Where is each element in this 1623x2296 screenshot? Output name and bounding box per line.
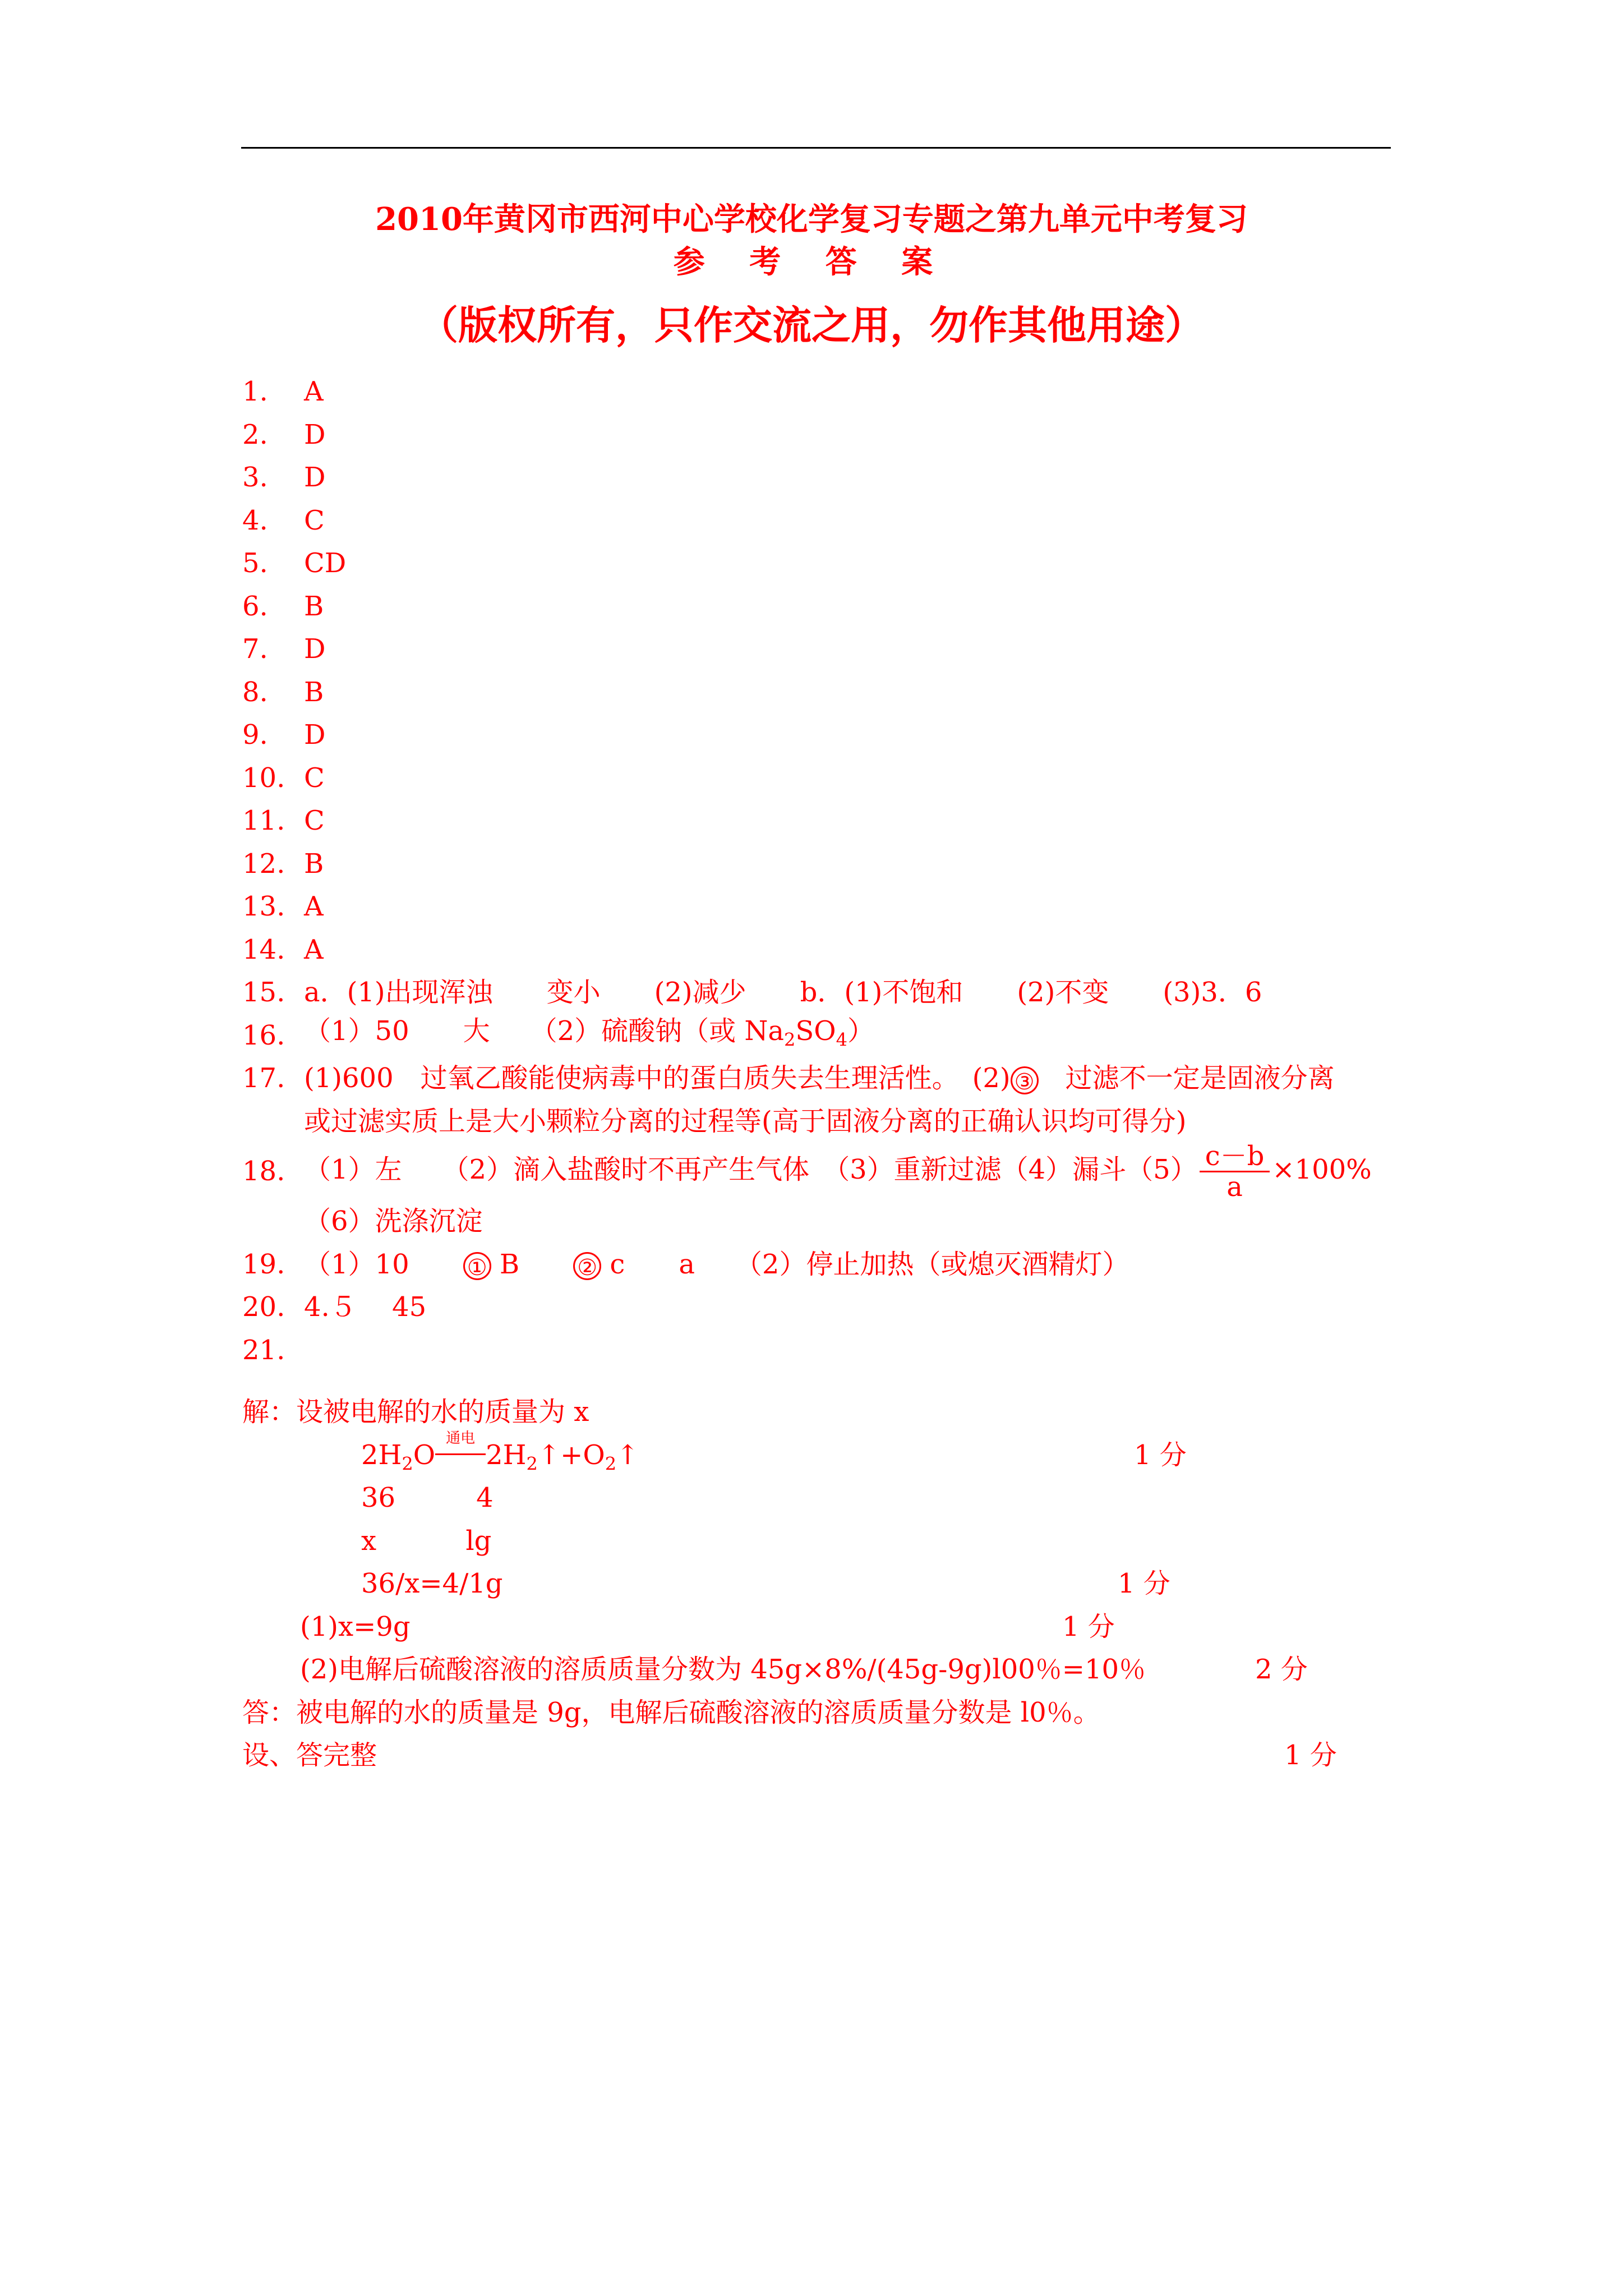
answer-item — [242, 799, 1420, 843]
answer-number: 17. — [242, 1062, 285, 1094]
equation-part: ↑ — [616, 1439, 639, 1471]
answer-text-part: ） — [847, 1015, 875, 1047]
completeness-line — [242, 1734, 1420, 1777]
equation-part: O — [413, 1439, 436, 1471]
subscript: 2 — [605, 1453, 617, 1475]
header-rule — [241, 147, 1391, 149]
answer-number: 16. — [242, 1019, 285, 1051]
answer-number: 10. — [242, 762, 285, 794]
answer-number: 18. — [242, 1155, 285, 1187]
answer-item-18 — [242, 1140, 1420, 1203]
mass-line: 36 4 — [361, 1482, 494, 1513]
document-title: 2010年黄冈市西河中心学校化学复习专题之第九单元中考复习 — [375, 201, 1248, 238]
answer-number: 8. — [242, 676, 268, 708]
result-text: (1)x=9g — [300, 1611, 411, 1642]
answer-statement: 答：被电解的水的质量是 9g，电解后硫酸溶液的溶质质量分数是 l0％。 — [242, 1696, 1100, 1728]
subscript: 2 — [784, 1029, 796, 1051]
answer-number: 15. — [242, 977, 285, 1008]
solution-block — [242, 1391, 1420, 1777]
document-subtitle: 参 考 答 案 — [673, 243, 950, 280]
circled-number: ① — [463, 1252, 491, 1280]
subscript: 2 — [526, 1453, 538, 1475]
answer-number: 7. — [242, 633, 268, 665]
answer-text-part: （1）50 大 （2）硫酸钠（或 Na — [304, 1015, 785, 1047]
answer-text: 4.５ 45 — [304, 1291, 427, 1323]
answer-list — [242, 370, 1420, 1372]
answer-text-part: （1）左 （2）滴入盐酸时不再产生气体 （3）重新过滤（4）漏斗（5） — [304, 1153, 1197, 1185]
solution-intro: 解：设被电解的水的质量为 x — [242, 1396, 589, 1428]
answer-item-15 — [242, 971, 1420, 1014]
answer-number: 2. — [242, 418, 268, 450]
answer-text: CD — [304, 547, 347, 579]
answer-item-20 — [242, 1286, 1420, 1329]
answer-text-part: （1）10 — [304, 1248, 463, 1280]
score-mark: 1 分 — [1118, 1568, 1170, 1599]
answer-text-part: B — [491, 1248, 574, 1280]
answer-text: C — [304, 762, 325, 794]
answer-item — [242, 499, 1420, 542]
fraction — [1200, 1142, 1270, 1202]
answer-text: D — [304, 418, 326, 450]
answer-text — [304, 1243, 1420, 1286]
answer-number: 3. — [242, 462, 268, 493]
answer-item — [242, 456, 1420, 499]
chemical-equation — [242, 1430, 1420, 1477]
answer-item — [242, 885, 1420, 928]
answer-text: a．(1)出现浑浊 变小 (2)减少 b．(1)不饱和 (2)不变 (3)3．6 — [304, 977, 1262, 1008]
equation-part: 2H — [486, 1439, 527, 1471]
answer-text: A — [304, 891, 324, 922]
answer-item — [242, 843, 1420, 886]
answer-number: 12. — [242, 848, 285, 880]
subscript: 4 — [836, 1029, 847, 1051]
answer-item — [242, 413, 1420, 457]
answer-item — [242, 542, 1420, 585]
result-line — [242, 1605, 1420, 1649]
answer-number: 4. — [242, 504, 268, 536]
answer-text: B — [304, 590, 324, 622]
answer-item — [242, 757, 1420, 800]
answer-text-part: 过滤不一定是固液分离 — [1038, 1062, 1335, 1094]
answer-number: 5. — [242, 547, 268, 579]
answer-text: D — [304, 462, 326, 493]
circled-number: ③ — [1011, 1066, 1039, 1094]
answer-number: 21. — [242, 1334, 285, 1366]
fraction-denominator: a — [1227, 1171, 1243, 1203]
answer-text-part: SO — [795, 1015, 836, 1047]
answer-number: 14. — [242, 933, 285, 965]
answer-text — [304, 1010, 1420, 1061]
answer-item-17 — [242, 1057, 1420, 1100]
answer-text: C — [304, 504, 325, 536]
score-mark: 1 分 — [1062, 1611, 1115, 1642]
answer-item — [242, 628, 1420, 671]
answer-text: C — [304, 805, 325, 836]
answer-number: 6. — [242, 590, 268, 622]
answer-text: A — [304, 933, 324, 965]
answer-item-16 — [242, 1014, 1420, 1057]
answer-item-19 — [242, 1243, 1420, 1286]
answer-text — [304, 1142, 1420, 1202]
score-mark: 1 分 — [1284, 1740, 1337, 1771]
answer-item — [242, 370, 1420, 413]
answer-number: 11. — [242, 805, 285, 836]
score-mark: 1 分 — [1134, 1439, 1187, 1471]
answer-text: A — [304, 376, 324, 407]
part2-line — [242, 1648, 1420, 1691]
ratio-text: 36/x=4/1g — [361, 1568, 503, 1599]
variable-line: x lg — [361, 1525, 492, 1557]
reaction-condition — [435, 1430, 486, 1474]
answer-continuation: 或过滤实质上是大小颗粒分离的过程等(高于固液分离的正确认识均可得分) — [304, 1105, 1187, 1137]
answer-number: 19. — [242, 1248, 285, 1280]
answer-number: 9. — [242, 719, 268, 751]
ratio-line — [242, 1562, 1420, 1605]
subscript: 2 — [402, 1453, 413, 1475]
condition-line — [435, 1453, 486, 1455]
answer-text-part: (1)600 过氧乙酸能使病毒中的蛋白质失去生理活性。 (2) — [304, 1062, 1011, 1094]
answer-item — [242, 714, 1420, 757]
answer-text: D — [304, 633, 326, 665]
fraction-numerator: c－b — [1200, 1142, 1270, 1172]
answer-item — [242, 928, 1420, 972]
answer-item — [242, 671, 1420, 714]
answer-number: 20. — [242, 1291, 285, 1323]
answer-number: 13. — [242, 891, 285, 922]
circled-number: ② — [573, 1252, 601, 1280]
equation-part: ↑+O — [537, 1439, 605, 1471]
equation-part: 2H — [361, 1439, 402, 1471]
condition-text: 通电 — [446, 1430, 476, 1447]
answer-text-part: c a （2）停止加热（或熄灭酒精灯） — [601, 1248, 1129, 1280]
answer-item-21 — [242, 1329, 1420, 1372]
completeness-text: 设、答完整 — [242, 1740, 377, 1771]
part2-text: (2)电解后硫酸溶液的溶质质量分数为 45g×8%/(45g-9g)l00％=10％ — [300, 1654, 1146, 1685]
answer-text: D — [304, 719, 326, 751]
copyright-notice: （版权所有，只作交流之用，勿作其他用途） — [419, 302, 1204, 348]
answer-text: B — [304, 676, 324, 708]
answer-item — [242, 585, 1420, 628]
answer-continuation: （6）洗涤沉淀 — [304, 1205, 483, 1237]
answer-text — [304, 1057, 1420, 1100]
score-mark: 2 分 — [1255, 1654, 1308, 1685]
answer-text: B — [304, 848, 324, 880]
answer-text-part: ×100% — [1272, 1153, 1372, 1185]
answer-number: 1. — [242, 376, 268, 407]
